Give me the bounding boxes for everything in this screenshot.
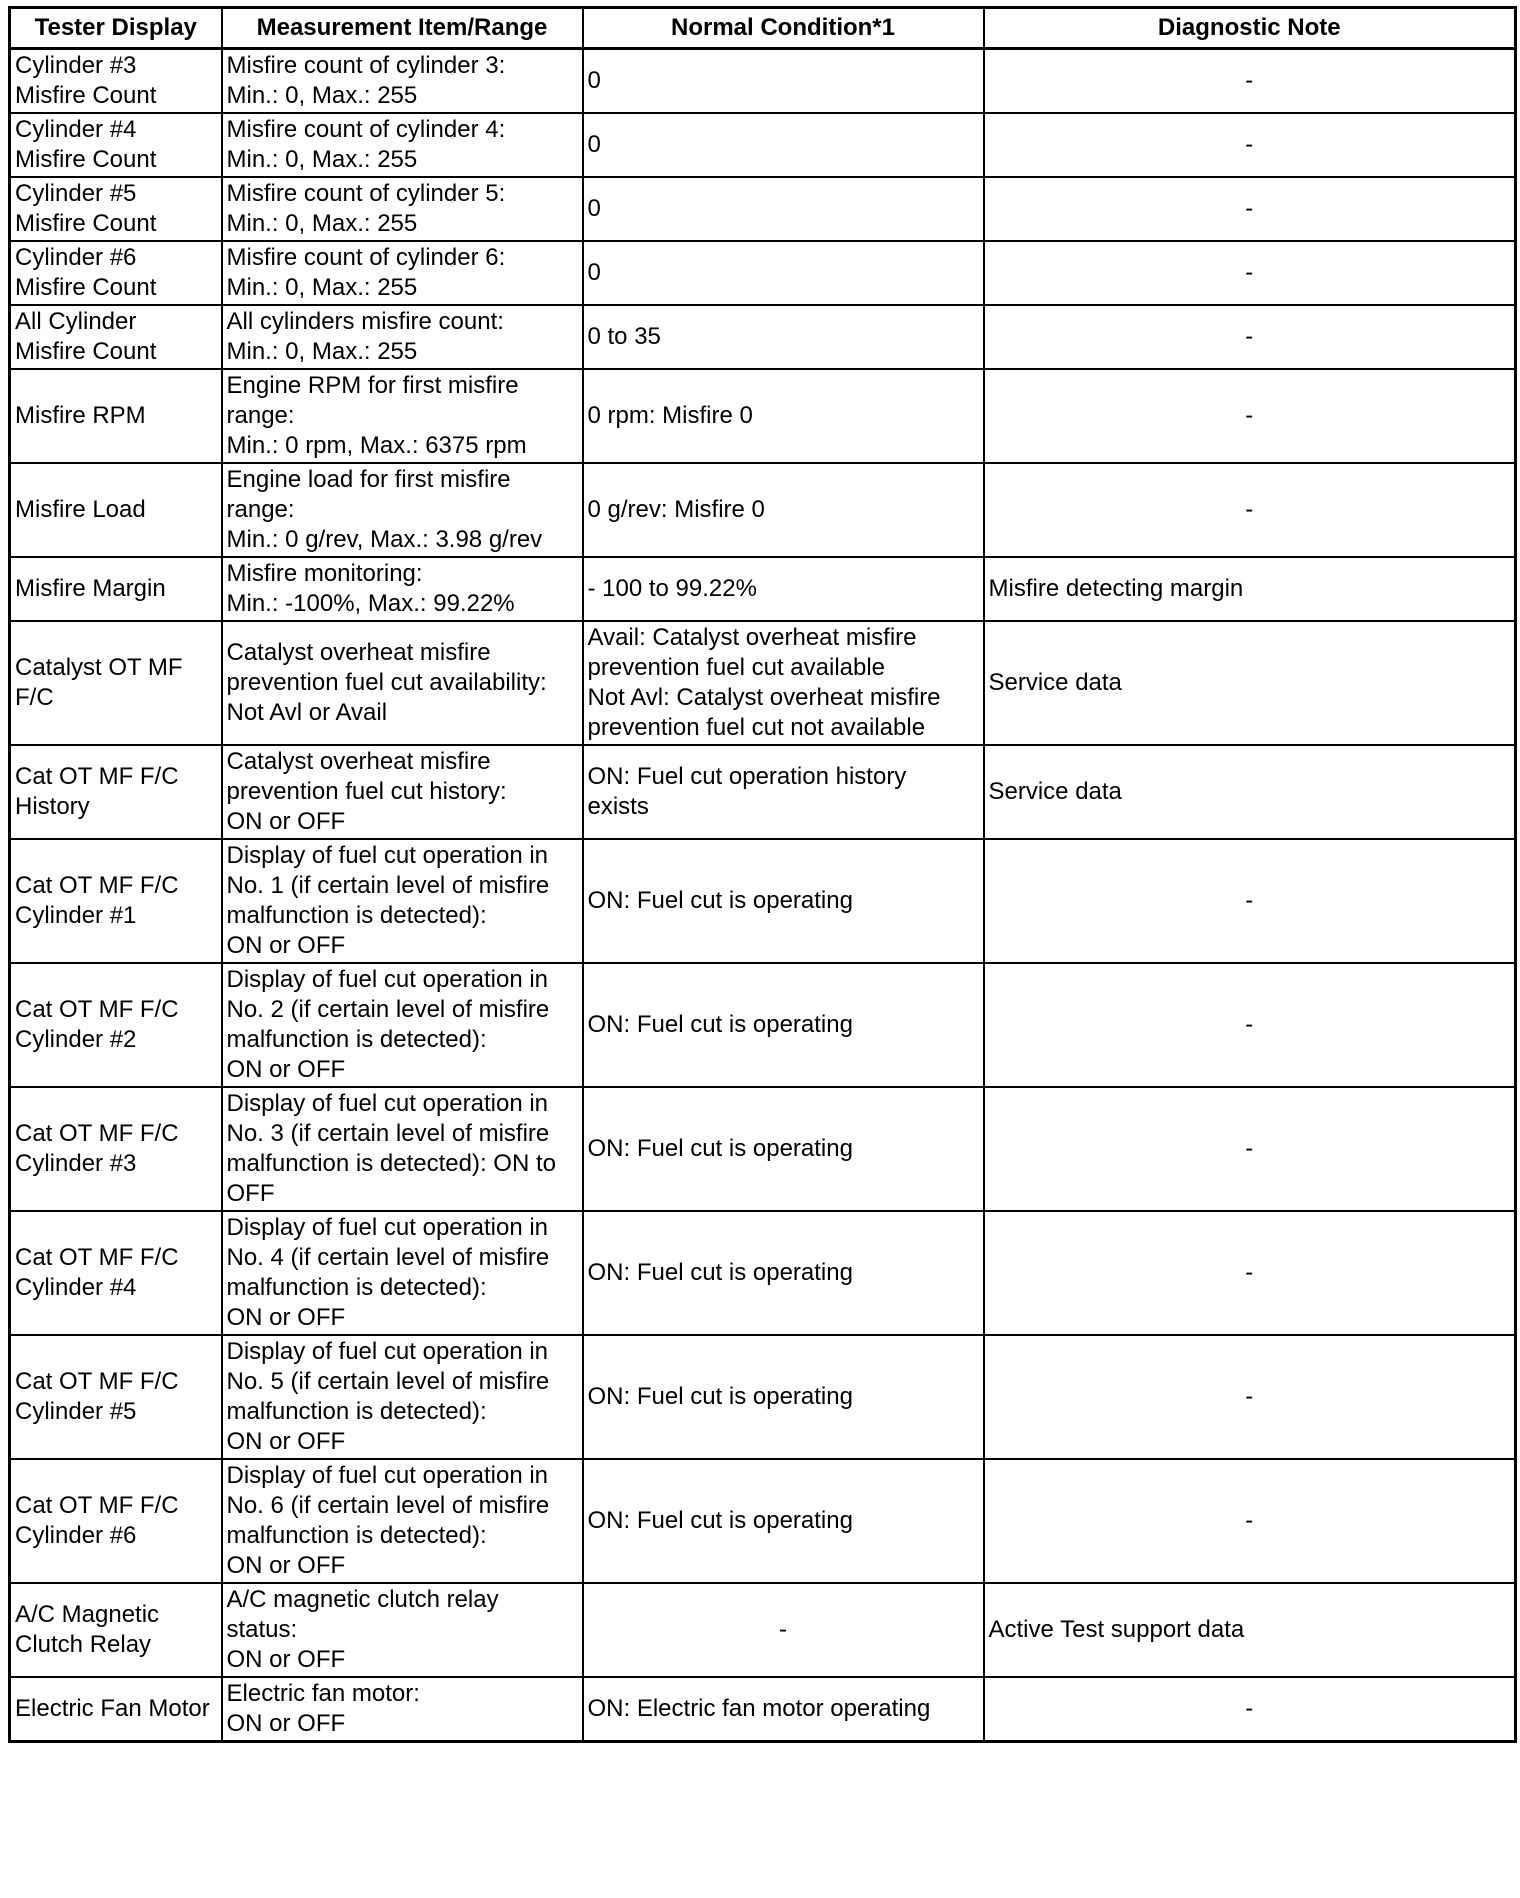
header-tester-display: Tester Display (10, 8, 222, 49)
normal-condition-cell: 0 (583, 241, 984, 305)
diagnostic-note-cell: - (984, 1677, 1516, 1742)
diagnostic-note-cell: Active Test support data (984, 1583, 1516, 1677)
normal-condition-cell: ON: Fuel cut is operating (583, 1335, 984, 1459)
normal-condition-cell: ON: Fuel cut is operating (583, 1459, 984, 1583)
tester-display-cell: Cylinder #3 Misfire Count (10, 49, 222, 114)
diagnostic-note-cell: - (984, 963, 1516, 1087)
table-row (10, 1211, 1516, 1335)
table-row (10, 177, 1516, 241)
tester-display-cell: Misfire Margin (10, 557, 222, 621)
data-list-table (8, 6, 1517, 1743)
measurement-cell: All cylinders misfire count: Min.: 0, Max.: 255 (222, 305, 583, 369)
table-row (10, 963, 1516, 1087)
measurement-cell: Display of fuel cut operation in No. 1 (if certain level of misfire malfunction is detected): ON or OFF (222, 839, 583, 963)
header-normal-condition: Normal Condition*1 (583, 8, 984, 49)
table-row (10, 1677, 1516, 1742)
diagnostic-note-cell: - (984, 1087, 1516, 1211)
normal-condition-cell: ON: Electric fan motor operating (583, 1677, 984, 1742)
measurement-cell: Display of fuel cut operation in No. 2 (if certain level of misfire malfunction is detected): ON or OFF (222, 963, 583, 1087)
normal-condition-cell: 0 to 35 (583, 305, 984, 369)
table-header-row (10, 8, 1516, 49)
table-row (10, 621, 1516, 745)
diagnostic-note-cell: - (984, 49, 1516, 114)
diagnostic-note-cell: - (984, 241, 1516, 305)
normal-condition-cell: 0 g/rev: Misfire 0 (583, 463, 984, 557)
normal-condition-cell: 0 (583, 49, 984, 114)
diagnostic-note-cell: - (984, 463, 1516, 557)
measurement-cell: Display of fuel cut operation in No. 4 (if certain level of misfire malfunction is detected): ON or OFF (222, 1211, 583, 1335)
diagnostic-note-cell: - (984, 305, 1516, 369)
table-row (10, 113, 1516, 177)
normal-condition-cell: ON: Fuel cut operation history exists (583, 745, 984, 839)
measurement-cell: Display of fuel cut operation in No. 3 (if certain level of misfire malfunction is detected): ON to OFF (222, 1087, 583, 1211)
table-row (10, 1087, 1516, 1211)
measurement-cell: Engine RPM for first misfire range: Min.: 0 rpm, Max.: 6375 rpm (222, 369, 583, 463)
measurement-cell: Engine load for first misfire range: Min.: 0 g/rev, Max.: 3.98 g/rev (222, 463, 583, 557)
diagnostic-note-cell: - (984, 1211, 1516, 1335)
tester-display-cell: Cat OT MF F/C Cylinder #1 (10, 839, 222, 963)
measurement-cell: Misfire count of cylinder 5: Min.: 0, Max.: 255 (222, 177, 583, 241)
normal-condition-cell: ON: Fuel cut is operating (583, 839, 984, 963)
measurement-cell: Display of fuel cut operation in No. 5 (if certain level of misfire malfunction is detected): ON or OFF (222, 1335, 583, 1459)
tester-display-cell: Cat OT MF F/C Cylinder #2 (10, 963, 222, 1087)
tester-display-cell: Electric Fan Motor (10, 1677, 222, 1742)
diagnostic-note-cell: Misfire detecting margin (984, 557, 1516, 621)
tester-display-cell: Misfire Load (10, 463, 222, 557)
measurement-cell: Misfire count of cylinder 3: Min.: 0, Max.: 255 (222, 49, 583, 114)
normal-condition-cell: 0 (583, 113, 984, 177)
tester-display-cell: Cylinder #4 Misfire Count (10, 113, 222, 177)
measurement-cell: Misfire count of cylinder 4: Min.: 0, Max.: 255 (222, 113, 583, 177)
normal-condition-cell: ON: Fuel cut is operating (583, 1211, 984, 1335)
table-row (10, 1335, 1516, 1459)
table-row (10, 369, 1516, 463)
measurement-cell: Misfire monitoring: Min.: -100%, Max.: 99.22% (222, 557, 583, 621)
table-row (10, 1459, 1516, 1583)
tester-display-cell: Misfire RPM (10, 369, 222, 463)
tester-display-cell: Cylinder #6 Misfire Count (10, 241, 222, 305)
tester-display-cell: Cat OT MF F/C Cylinder #5 (10, 1335, 222, 1459)
header-measurement-item: Measurement Item/Range (222, 8, 583, 49)
diagnostic-note-cell: - (984, 113, 1516, 177)
table-row (10, 557, 1516, 621)
diagnostic-note-cell: Service data (984, 621, 1516, 745)
measurement-cell: Catalyst overheat misfire prevention fuel cut history: ON or OFF (222, 745, 583, 839)
tester-display-cell: Catalyst OT MF F/C (10, 621, 222, 745)
measurement-cell: Catalyst overheat misfire prevention fuel cut availability: Not Avl or Avail (222, 621, 583, 745)
measurement-cell: Misfire count of cylinder 6: Min.: 0, Max.: 255 (222, 241, 583, 305)
tester-display-cell: Cat OT MF F/C Cylinder #4 (10, 1211, 222, 1335)
normal-condition-cell: 0 (583, 177, 984, 241)
tester-display-cell: Cat OT MF F/C Cylinder #3 (10, 1087, 222, 1211)
tester-display-cell: All Cylinder Misfire Count (10, 305, 222, 369)
normal-condition-cell: ON: Fuel cut is operating (583, 1087, 984, 1211)
measurement-cell: Electric fan motor: ON or OFF (222, 1677, 583, 1742)
diagnostic-note-cell: - (984, 1459, 1516, 1583)
table-row (10, 1583, 1516, 1677)
diagnostic-note-cell: Service data (984, 745, 1516, 839)
normal-condition-cell: ON: Fuel cut is operating (583, 963, 984, 1087)
tester-display-cell: Cat OT MF F/C History (10, 745, 222, 839)
measurement-cell: A/C magnetic clutch relay status: ON or OFF (222, 1583, 583, 1677)
diagnostic-note-cell: - (984, 177, 1516, 241)
document-page (8, 6, 1514, 1743)
table-row (10, 745, 1516, 839)
table-row (10, 305, 1516, 369)
tester-display-cell: A/C Magnetic Clutch Relay (10, 1583, 222, 1677)
header-diagnostic-note: Diagnostic Note (984, 8, 1516, 49)
tester-display-cell: Cylinder #5 Misfire Count (10, 177, 222, 241)
table-row (10, 463, 1516, 557)
diagnostic-note-cell: - (984, 369, 1516, 463)
normal-condition-cell: 0 rpm: Misfire 0 (583, 369, 984, 463)
table-row (10, 49, 1516, 114)
diagnostic-note-cell: - (984, 1335, 1516, 1459)
normal-condition-cell: - 100 to 99.22% (583, 557, 984, 621)
normal-condition-cell: Avail: Catalyst overheat misfire prevention fuel cut available Not Avl: Catalyst overheat misfire prevention fuel cut not available (583, 621, 984, 745)
table-row (10, 839, 1516, 963)
measurement-cell: Display of fuel cut operation in No. 6 (if certain level of misfire malfunction is detected): ON or OFF (222, 1459, 583, 1583)
diagnostic-note-cell: - (984, 839, 1516, 963)
tester-display-cell: Cat OT MF F/C Cylinder #6 (10, 1459, 222, 1583)
table-row (10, 241, 1516, 305)
normal-condition-cell: - (583, 1583, 984, 1677)
